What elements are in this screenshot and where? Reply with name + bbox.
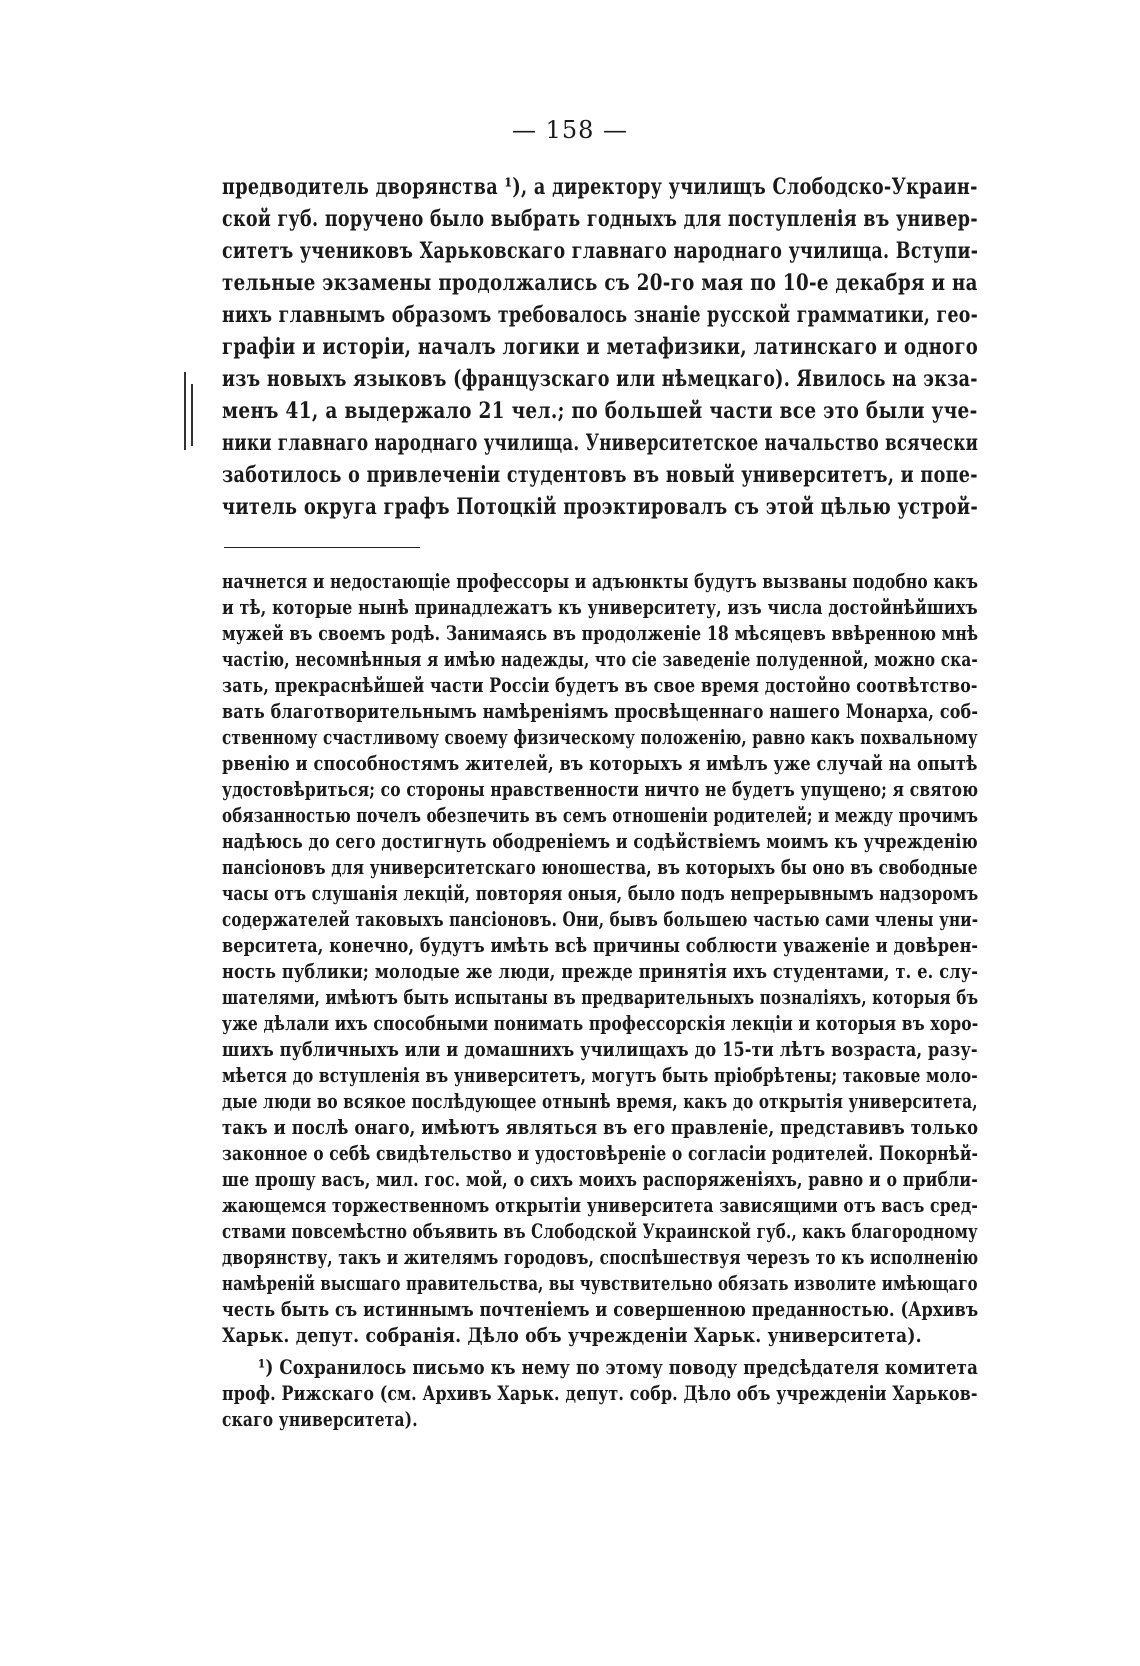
footnote-line: пансіоновъ для университетскаго юношества, въ которыхъ бы оно въ свободные (222, 856, 978, 879)
footnote-line: проф. Рижскаго (см. Архивъ Харьк. депут. собр. Дѣло объ учрежденіи Харьков- (222, 1382, 978, 1405)
footnote-line: начнется и недостающіе профессоры и адъюнкты будутъ вызваны подобно какъ (222, 570, 979, 593)
footnote-line: такъ и послѣ онаго, имѣютъ являться въ его правленіе, представивъ только (222, 1116, 979, 1139)
main-line: тельные экзамены продолжались съ 20-го мая по 10-е декабря и на (222, 270, 978, 296)
main-line: менъ 41, а выдержало 21 чел.; по большей части все это были уче- (222, 398, 978, 424)
footnote-line: ственному счастливому своему физическому положенію, равно какъ похвальному (222, 726, 978, 749)
footnote-line: дые люди во всякое послѣдующее отнынѣ время, какъ до открытія университета, (222, 1090, 978, 1113)
footnote-line: мѣется до вступленія въ университетъ, могутъ быть пріобрѣтены; таковые моло- (222, 1064, 978, 1087)
main-line: изъ новыхъ языковъ (французскаго или нѣмецкаго). Явилось на экза- (222, 366, 978, 392)
footnote-line: ность публики; молодые же люди, прежде принятія ихъ студентами, т. е. слу- (222, 960, 979, 983)
footnote-line: Харьк. депут. собранія. Дѣло объ учрежденіи Харьк. университета). (222, 1324, 922, 1347)
footnote-line: честь быть съ истиннымъ почтеніемъ и совершенною преданностью. (Архивъ (222, 1298, 979, 1321)
main-line: ники главнаго народнаго училища. Университетское начальство всячески (222, 430, 979, 456)
footnote-line: шателями, имѣютъ быть испытаны въ предварительныхъ позналіяхъ, которыя бъ (222, 986, 979, 1009)
footnote-line: ствами повсемѣстно объявить въ Слободской Украинской губ., какъ благородному (222, 1220, 978, 1243)
margin-mark (184, 372, 186, 450)
footnote-line: жающемся торжественномъ открытіи университета зависящими отъ васъ сред- (222, 1194, 979, 1217)
main-line: ситетъ учениковъ Харьковскаго главнаго народнаго училища. Вступи- (222, 238, 979, 264)
footnote-line: намѣреній высшаго правительства, вы чувствительно обязать изволите имѣющаго (222, 1272, 978, 1295)
main-line: графіи и исторіи, началъ логики и метафизики, латинскаго и одного (222, 334, 979, 360)
footnote-line: скаго университета). (222, 1408, 418, 1431)
main-line: нихъ главнымъ образомъ требовалось знаніе русской грамматики, гео- (222, 302, 979, 328)
footnote-line: обязанностью почелъ обезпечить въ семъ отношеніи родителей; и между прочимъ (222, 804, 979, 827)
footnote-line: и тѣ, которые нынѣ принадлежатъ къ университету, изъ числа достойнѣйшихъ (222, 596, 978, 619)
footnote-line: содержателей таковыхъ пансіоновъ. Они, бывъ большею частью сами члены уни- (222, 908, 979, 931)
main-line: ской губ. поручено было выбрать годныхъ для поступленія въ универ- (222, 206, 978, 232)
footnote-line: удостовѣриться; со стороны нравственности ничто не будетъ упущено; я святою (222, 778, 979, 801)
main-line: заботилось о привлеченіи студентовъ въ новый университетъ, и попе- (222, 462, 978, 488)
footnote-line: рвенію и способностямъ жителей, въ которыхъ я имѣлъ уже случай на опытѣ (222, 752, 978, 775)
footnote-line: верситета, конечно, будутъ имѣть всѣ причины соблюсти уваженіе и довѣрен- (222, 934, 979, 957)
main-line: читель округа графъ Потоцкій проэктировалъ съ этой цѣлью устрой- (222, 494, 979, 520)
page-number: — 158 — (511, 116, 629, 144)
footnote-line: шихъ публичныхъ или и домашнихъ училищахъ до 15-ти лѣтъ возраста, разу- (222, 1038, 978, 1061)
footnote-line: часы отъ слушанія лекцій, повторяя оныя, было подъ непрерывнымъ надзоромъ (222, 882, 979, 905)
margin-mark (191, 384, 193, 446)
footnote-line: вать благотворительнымъ намѣреніямъ просвѣщеннаго нашего Монарха, соб- (222, 700, 979, 723)
footnote-line: ¹) Сохранилось письмо къ нему по этому поводу предсѣдателя комитета (258, 1356, 979, 1379)
footnote-line: мужей въ своемъ родѣ. Занимаясь въ продолженіе 18 мѣсяцевъ ввѣренною мнѣ (222, 622, 979, 645)
footnote-line: зать, прекраснѣйшей части Россіи будетъ въ свое время достойно соотвѣтство- (222, 674, 978, 697)
footnote-line: уже дѣлали ихъ способными понимать профессорскія лекціи и которыя въ хоро- (222, 1012, 979, 1035)
footnote-line: дворянству, такъ и жителямъ городовъ, споспѣшествуя черезъ то къ исполненію (222, 1246, 979, 1269)
footnote-line: законное о себѣ свидѣтельство и удостовѣреніе о согласіи родителей. Покорнѣй- (222, 1142, 979, 1165)
footnote-line: частію, несомнѣнныя я имѣю надежды, что сіе заведеніе полуденной, можно ска- (222, 648, 978, 671)
main-line: предводитель дворянства ¹), а директору училищъ Слободско-Украин- (222, 174, 978, 200)
footnote-line: надѣюсь до сего достигнуть ободреніемъ и содѣйствіемъ моимъ къ учрежденію (222, 830, 978, 853)
footnote-separator (224, 547, 420, 548)
footnote-line: ше прошу васъ, мил. гос. мой, о сихъ моихъ распоряженіяхъ, равно и о прибли- (222, 1168, 978, 1191)
